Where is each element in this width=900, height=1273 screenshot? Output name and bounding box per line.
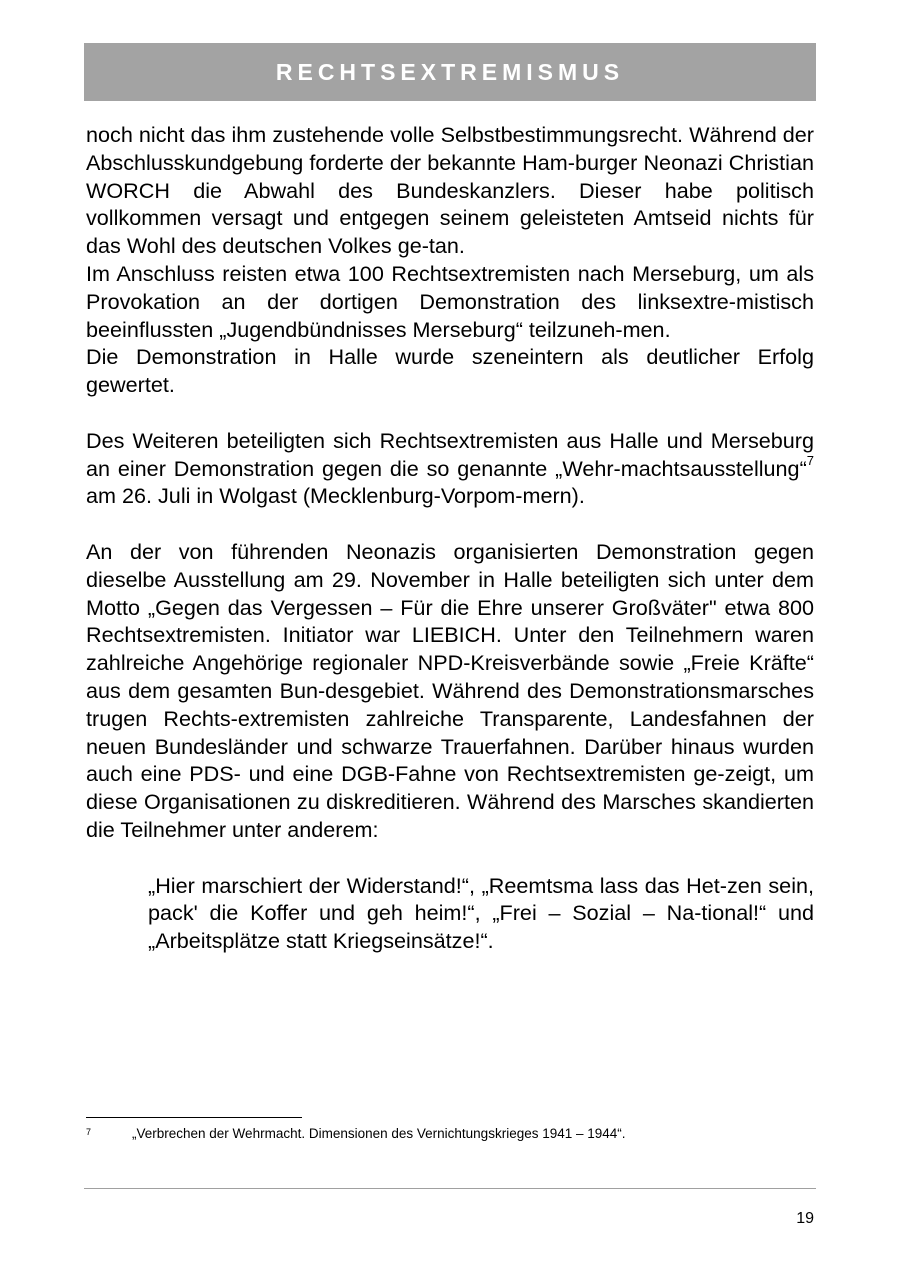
footnote-separator xyxy=(86,1117,302,1118)
paragraph-success: Die Demonstration in Halle wurde szeneintern als deutlicher Erfolg gewertet. xyxy=(86,344,814,398)
footer-divider xyxy=(84,1188,816,1189)
page-body xyxy=(86,121,814,955)
paragraph-wolgast xyxy=(86,427,814,510)
section-title: RECHTSEXTREMISMUS xyxy=(275,58,625,85)
page-number: 19 xyxy=(796,1210,814,1227)
paragraph-merseburg: Im Anschluss reisten etwa 100 Rechtsextremisten nach Merseburg, um als Provokation an der dortigen Demonstration des linksextre-mistisch beeinflussten „Jugendbündnisses Merseburg“ teilzuneh-men. xyxy=(86,260,814,342)
paragraph-wolgast-text-a: Des Weiteren beteiligten sich Rechtsextremisten aus Halle und Merseburg an einer Demonstration gegen die so genannte „Wehr-machtsausstellung“ xyxy=(86,427,814,481)
paragraph-gap xyxy=(86,844,814,872)
footnote-number: 7 xyxy=(86,1127,92,1137)
paragraph-gap xyxy=(86,510,814,538)
section-header-bar xyxy=(84,43,816,101)
footnote-reference: 7 xyxy=(806,453,814,469)
paragraph-gap xyxy=(86,399,814,427)
paragraph-wolgast-text-b: am 26. Juli in Wolgast (Mecklenburg-Vorpom-mern). xyxy=(86,483,585,509)
footnote-text: „Verbrechen der Wehrmacht. Dimensionen des Vernichtungskrieges 1941 – 1944“. xyxy=(132,1126,626,1141)
paragraph-halle-demo: An der von führenden Neonazis organisierten Demonstration gegen dieselbe Ausstellung am 29. November in Halle beteiligten sich unter dem Motto „Gegen das Vergessen – Für die Ehre unserer Großväter" etwa 800 Rechtsextremisten. Initiator war LIEBICH. Unter den Teilnehmern waren zahlreiche Angehörige regionaler NPD-Kreisverbände sowie „Freie Kräfte“ aus dem gesamten Bun-desgebiet. Während des Demonstrationsmarsches trugen Rechts-extremisten zahlreiche Transparente, Landesfahnen der neuen Bundesländer und schwarze Trauerfahnen. Darüber hinaus wurden auch eine PDS- und eine DGB-Fahne von Rechtsextremisten ge-zeigt, um diese Organisationen zu diskreditieren. Während des Marsches skandierten die Teilnehmer unter anderem: xyxy=(86,538,814,842)
paragraph-worch-rally: noch nicht das ihm zustehende volle Selbstbestimmungsrecht. Während der Abschlusskundgebung forderte der bekannte Ham-burger Neonazi Christian WORCH die Abwahl des Bundeskanzlers. Dieser habe politisch vollkommen versagt und entgegen seinem geleisteten Amtseid nichts für das Wohl des deutschen Volkes ge-tan. xyxy=(86,122,814,259)
chant-quote: „Hier marschiert der Widerstand!“, „Reemtsma lass das Het-zen sein, pack' die Koffer und geh heim!“, „Frei – Sozial – Na-tional!“ und „Arbeitsplätze statt Kriegseinsätze!“. xyxy=(148,872,814,954)
